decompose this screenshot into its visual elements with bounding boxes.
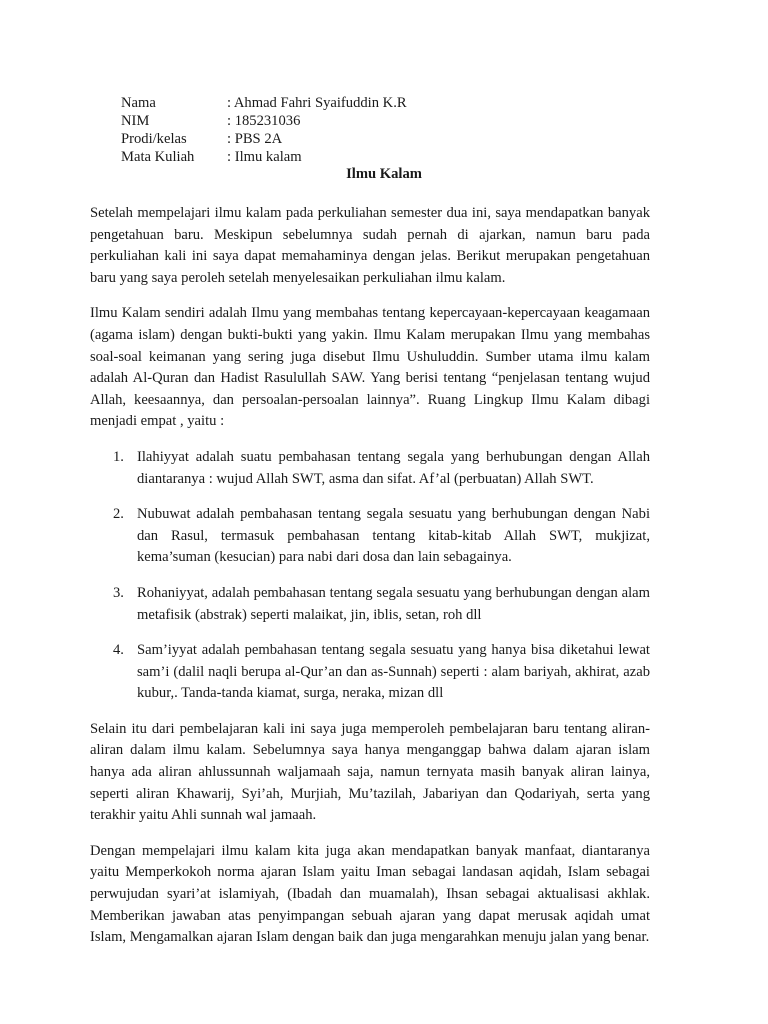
paragraph-definition: Ilmu Kalam sendiri adalah Ilmu yang membahas tentang kepercayaan-kepercayaan keagamaan (agama islam) dengan bukti-bukti yang yakin. Ilmu Kalam merupakan Ilmu yang membahas soal-soal keimanan yang sering juga disebut Ilmu Ushuluddin. Sumber utama ilmu kalam adalah Al-Quran dan Hadist Rasulullah SAW. Yang berisi tentang “penjelasan tentang wujud Allah, keesaannya, dan persoalan-persoalan lainnya”. Ruang Lingkup Ilmu Kalam dibagi menjadi empat , yaitu : xyxy=(90,305,650,430)
list-item-text: Ilahiyyat adalah suatu pembahasan tentang segala yang berhubungan dengan Allah diantaranya : wujud Allah SWT, asma dan sifat. Af’al (perbuatan) Allah SWT. xyxy=(137,448,650,487)
info-row-nim xyxy=(121,112,407,130)
list-item-text: Rohaniyyat, adalah pembahasan tentang segala sesuatu yang berhubungan dengan alam metafisik (abstrak) seperti malaikat, jin, iblis, setan, roh dll xyxy=(137,584,650,623)
paragraph-schools: Selain itu dari pembelajaran kali ini saya juga memperoleh pembelajaran baru tentang aliran-aliran dalam ilmu kalam. Sebelumnya saya hanya menganggap bahwa dalam ajaran islam hanya ada aliran ahlussunnah waljamaah saja, namun ternyata masih banyak aliran lainya, seperti aliran Khawarij, Syi’ah, Murjiah, Mu’tazilah, Jabariyan dan Qodariyah, serta yang terakhir yaitu Ahli sunnah wal jamaah. xyxy=(90,720,650,824)
paragraph-intro: Setelah mempelajari ilmu kalam pada perkuliahan semester dua ini, saya mendapatkan banyak pengetahuan baru. Meskipun sebelumnya sudah pernah di ajarkan, namun baru pada perkuliahan kali ini saya dapat memahaminya dengan jelas. Berikut merupakan pengetahuan baru yang saya peroleh setelah menyelesaikan perkuliahan ilmu kalam. xyxy=(90,205,650,286)
list-item-text: Sam’iyyat adalah pembahasan tentang segala sesuatu yang hanya bisa diketahui lewat sam’i (dalil naqli berupa al-Qur’an dan as-Sunnah) seperti : alam bariyah, akhirat, azab kubur,. Tanda-tanda kiamat, surga, neraka, mizan dll xyxy=(137,642,650,702)
student-info-block xyxy=(121,94,407,166)
list-item-text: Nubuwat adalah pembahasan tentang segala sesuatu yang berhubungan dengan Nabi dan Rasul, termasuk pembahasan tentang kitab-kitab Allah SWT, mukjizat, kema’suman (kesucian) para nabi dari dosa dan lain sebagainya. xyxy=(137,506,650,566)
list-number: 3. xyxy=(113,584,124,601)
info-value: : Ahmad Fahri Syaifuddin K.R xyxy=(227,95,407,111)
scope-list xyxy=(90,447,650,705)
list-item xyxy=(90,640,650,705)
info-label: Prodi/kelas xyxy=(121,131,187,147)
info-value: : 185231036 xyxy=(227,113,301,129)
list-number: 1. xyxy=(113,448,124,465)
list-item xyxy=(90,447,650,490)
paragraph-benefits: Dengan mempelajari ilmu kalam kita juga akan mendapatkan banyak manfaat, diantaranya yaitu Memperkokoh norma ajaran Islam yaitu Iman sebagai landasan aqidah, Islam sebagai perwujudan syari’at islamiyah, (Ibadah dan muamalah), Ihsan sebagai aktualisasi akhlak. Memberikan jawaban atas penyimpangan sebuah ajaran yang dapat merusak aqidah umat Islam, Mengamalkan ajaran Islam dengan baik dan juga mengarahkan menuju jalan yang benar. xyxy=(90,842,650,946)
info-value: : PBS 2A xyxy=(227,131,283,147)
document-body xyxy=(90,203,650,963)
info-label: NIM xyxy=(121,113,150,129)
list-item xyxy=(90,583,650,626)
info-row-class xyxy=(121,130,407,148)
info-label: Mata Kuliah xyxy=(121,149,195,165)
list-number: 4. xyxy=(113,642,124,659)
info-value: : Ilmu kalam xyxy=(227,149,302,165)
document-title: Ilmu Kalam xyxy=(346,166,422,182)
info-label: Nama xyxy=(121,95,156,111)
list-item xyxy=(90,504,650,569)
list-number: 2. xyxy=(113,506,124,523)
info-row-name xyxy=(121,94,407,112)
